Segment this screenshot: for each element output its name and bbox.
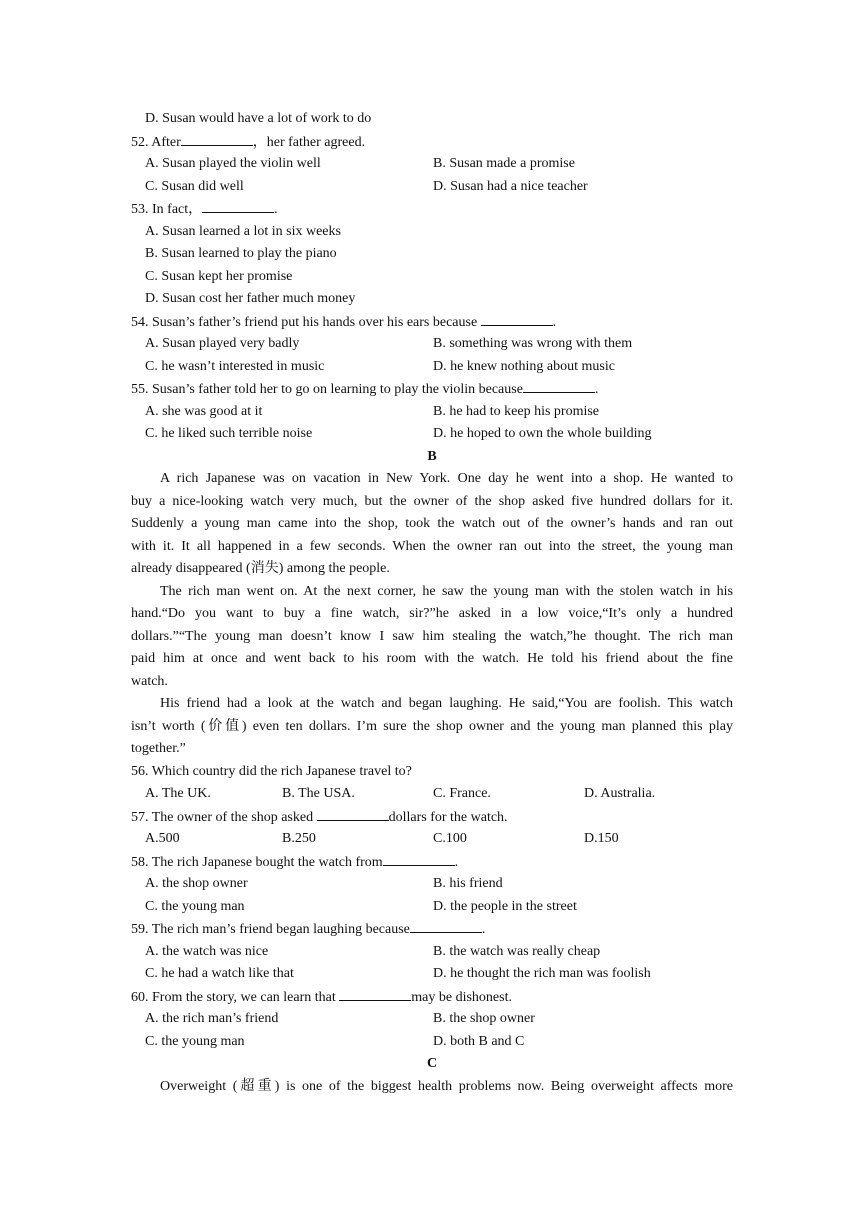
q53-option-a: A. Susan learned a lot in six weeks <box>145 223 341 239</box>
q59-options-row-1 <box>131 941 733 964</box>
passage-line: watch. <box>131 673 168 689</box>
question-59: 59. The rich man’s friend began laughing because . <box>131 918 733 941</box>
q57-option-c: C.100 <box>433 831 467 846</box>
q58-option-b: B. his friend <box>433 876 503 891</box>
q53-option-d: D. Susan cost her father much money <box>145 291 356 306</box>
q52-option-b: B. Susan made a promise <box>433 156 575 171</box>
passage-b-paragraph-3 <box>131 693 733 761</box>
q59-option-a: A. the watch was nice <box>145 943 269 959</box>
question-53: 53. In fact， . <box>131 198 733 221</box>
q53-option-b: B. Susan learned to play the piano <box>145 246 337 261</box>
q58-option-c: C. the young man <box>145 898 245 914</box>
q54-option-b: B. something was wrong with them <box>433 336 633 351</box>
q59-options-row-2 <box>131 963 733 986</box>
q60-options-row-1 <box>131 1008 733 1031</box>
q54-options-row-2 <box>131 356 733 379</box>
passage-b-paragraph-1 <box>131 468 733 581</box>
question-58: 58. The rich Japanese bought the watch from . <box>131 851 733 874</box>
q57-options <box>131 828 733 851</box>
q55-options-row-1 <box>131 401 733 424</box>
answer-blank <box>523 378 595 393</box>
q57-option-a: A.500 <box>145 831 180 846</box>
q59-option-d: D. he thought the rich man was foolish <box>433 966 651 981</box>
answer-blank <box>202 198 274 213</box>
question-57: 57. The owner of the shop asked dollars for the watch. <box>131 806 733 829</box>
q58-options-row-1 <box>131 873 733 896</box>
q54-option-a: A. Susan played very badly <box>145 336 300 351</box>
passage-c-line: Overweight (超重) is one of the biggest health problems now. Being overweight affects more <box>160 1078 733 1094</box>
section-b-heading: B <box>427 448 437 464</box>
question-55: 55. Susan’s father told her to go on learning to play the violin because . <box>131 378 733 401</box>
answer-blank <box>410 918 482 933</box>
q60-option-b: B. the shop owner <box>433 1011 535 1026</box>
q58-option-d: D. the people in the street <box>433 898 577 914</box>
q58-options-row-2 <box>131 896 733 919</box>
q56-option-d: D. Australia. <box>584 786 656 801</box>
answer-blank <box>181 131 253 146</box>
passage-line: hand.“Do you want to buy a fine watch, sir?”he asked in a low voice,“It’s only a hundred <box>131 606 733 621</box>
q56-option-b: B. The USA. <box>282 786 355 801</box>
question-56: 56. Which country did the rich Japanese travel to? <box>131 763 412 779</box>
passage-line: His friend had a look at the watch and began laughing. He said,“You are foolish. This watch <box>160 696 733 711</box>
q60-option-a: A. the rich man’s friend <box>145 1011 279 1026</box>
q59-option-c: C. he had a watch like that <box>145 966 294 981</box>
answer-blank <box>339 986 411 1001</box>
passage-line: already disappeared (消失) among the people. <box>131 561 390 576</box>
page-content <box>131 108 733 1098</box>
q53-option-c: C. Susan kept her promise <box>145 268 293 284</box>
passage-line: with it. It all happened in a few seconds. When the owner ran out into the street, the young man <box>131 538 733 554</box>
q56-option-a: A. The UK. <box>145 786 211 801</box>
q54-option-d: D. he knew nothing about music <box>433 358 615 374</box>
passage-line: Suddenly a young man came into the shop, took the watch out of the owner’s hands and ran out <box>131 516 733 531</box>
question-54: 54. Susan’s father’s friend put his hands over his ears because . <box>131 311 733 334</box>
q52-options-row-1 <box>131 153 733 176</box>
question-52: 52. After ，her father agreed. <box>131 131 733 154</box>
q56-options <box>131 783 733 806</box>
q55-option-c: C. he liked such terrible noise <box>145 426 313 441</box>
answer-blank <box>383 851 455 866</box>
q55-options-row-2 <box>131 423 733 446</box>
q58-option-a: A. the shop owner <box>145 876 248 891</box>
q55-option-b: B. he had to keep his promise <box>433 403 600 419</box>
section-c-heading: C <box>426 1056 438 1071</box>
passage-line: buy a nice-looking watch very much, but the owner of the shop asked five hundred dollars for it. <box>131 493 733 509</box>
passage-line: isn’t worth (价值) even ten dollars. I’m sure the shop owner and the young man planned this play <box>131 718 733 734</box>
q60-options-row-2 <box>131 1031 733 1054</box>
q56-option-c: C. France. <box>433 786 491 801</box>
passage-line: The rich man went on. At the next corner, he saw the young man with the stolen watch in his <box>160 583 733 599</box>
q52-option-c: C. Susan did well <box>145 178 244 194</box>
q52-option-a: A. Susan played the violin well <box>145 156 321 171</box>
passage-line: dollars.”“The young man doesn’t know I saw him stealing the watch,”he thought. The rich man <box>131 628 733 644</box>
q54-options-row-1 <box>131 333 733 356</box>
q59-option-b: B. the watch was really cheap <box>433 943 601 959</box>
q52-options-row-2 <box>131 176 733 199</box>
passage-line: together.” <box>131 741 186 756</box>
q60-option-d: D. both B and C <box>433 1033 525 1049</box>
answer-blank <box>481 311 553 326</box>
q54-option-c: C. he wasn’t interested in music <box>145 358 325 374</box>
passage-b-paragraph-2 <box>131 581 733 694</box>
q60-option-c: C. the young man <box>145 1033 245 1049</box>
passage-line: A rich Japanese was on vacation in New York. One day he went into a shop. He wanted to <box>160 471 733 486</box>
q55-option-d: D. he hoped to own the whole building <box>433 426 652 441</box>
answer-blank <box>317 806 389 821</box>
q55-option-a: A. she was good at it <box>145 403 263 419</box>
question-60: 60. From the story, we can learn that may be dishonest. <box>131 986 733 1009</box>
passage-line: paid him at once and went back to his room with the watch. He told his friend about the fine <box>131 651 733 666</box>
q57-option-d: D.150 <box>584 831 619 846</box>
q51-option-d: D. Susan would have a lot of work to do <box>145 111 372 126</box>
q57-option-b: B.250 <box>282 831 316 846</box>
q52-option-d: D. Susan had a nice teacher <box>433 178 588 194</box>
